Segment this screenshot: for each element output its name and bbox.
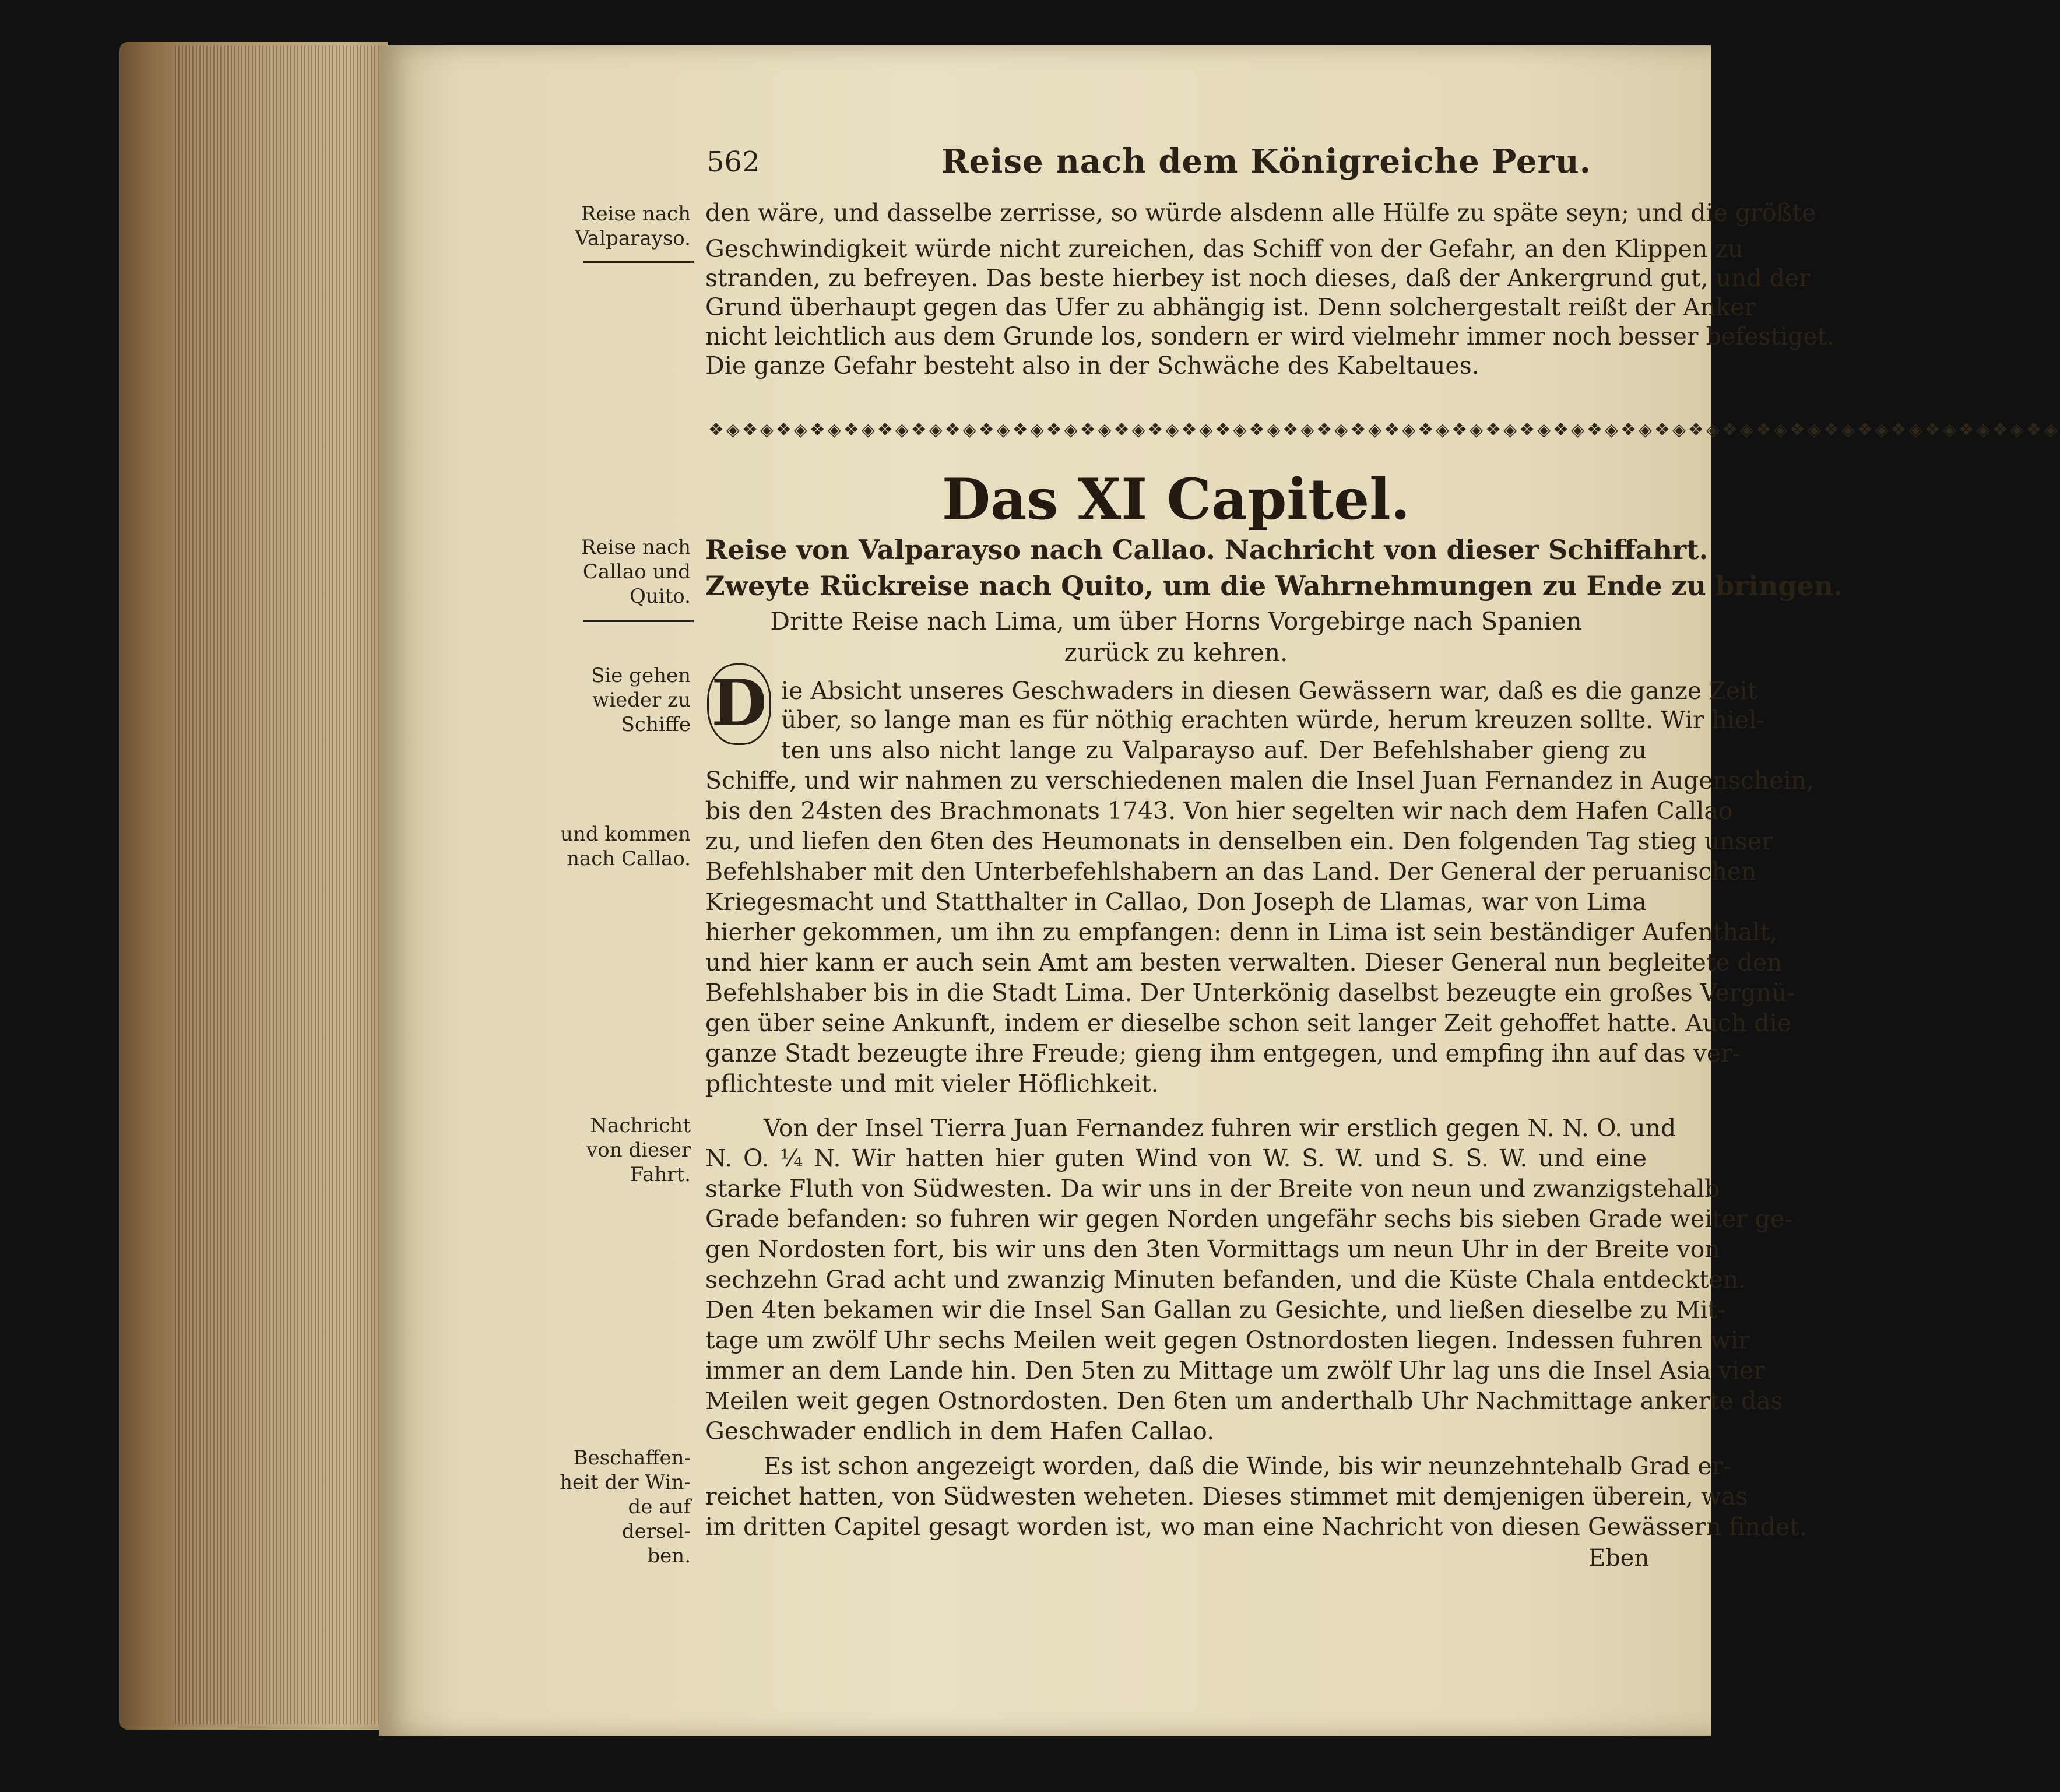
text-line: Schiffe, und wir nahmen zu verschiedenen malen die Insel Juan Fernandez in Augenschein,	[705, 767, 1814, 795]
text-line: stranden, zu befreyen. Das beste hierbey ist noch dieses, daß der Ankergrund gut, und der	[705, 264, 1811, 292]
margin-note-callao: und kommen nach Callao.	[560, 823, 691, 870]
margin-note-rule	[583, 261, 694, 263]
text-line: den wäre, und dasselbe zerrisse, so würde alsdenn alle Hülfe zu späte seyn; und die größte	[705, 199, 1816, 227]
text-line: tage um zwölf Uhr sechs Meilen weit gegen Ostnordosten liegen. Indessen fuhren wir	[705, 1326, 1750, 1354]
page-edges	[175, 45, 385, 1724]
margin-note-fahrt: Nachricht von dieser Fahrt.	[586, 1114, 691, 1186]
text-line: über, so lange man es für nöthig erachten würde, herum kreuzen sollte. Wir hiel-	[781, 706, 1765, 734]
text-line: zu, und liefen den 6ten des Heumonats in denselben ein. Den folgenden Tag stieg unser	[705, 827, 1773, 855]
text-line: reichet hatten, von Südwesten weheten. Dieses stimmet mit demjenigen überein, was	[705, 1482, 1748, 1510]
text-line: ten uns also nicht lange zu Valparayso auf. Der Befehlshaber gieng zu	[781, 736, 1647, 764]
margin-note-callao-quito: Reise nach Callao und Quito.	[581, 536, 691, 608]
text-line: starke Fluth von Südwesten. Da wir uns in der Breite von neun und zwanzigstehalb	[705, 1175, 1720, 1203]
text-line: hierher gekommen, um ihn zu empfangen: denn in Lima ist sein beständiger Aufenthalt,	[705, 918, 1777, 946]
text-line: gen über seine Ankunft, indem er dieselbe schon seit langer Zeit gehoffet hatte. Auch die	[705, 1009, 1792, 1037]
text-line: Die ganze Gefahr besteht also in der Schwäche des Kabeltaues.	[705, 352, 1479, 380]
text-line: ganze Stadt bezeugte ihre Freude; gieng ihm entgegen, und empfing ihn auf das ver-	[705, 1039, 1741, 1067]
text-line: und hier kann er auch sein Amt am besten verwalten. Dieser General nun begleitete den	[705, 948, 1783, 976]
text-line: pflichteste und mit vieler Höflichkeit.	[705, 1070, 1159, 1098]
text-line: Befehlshaber bis in die Stadt Lima. Der Unterkönig daselbst bezeugte ein großes Vergnü-	[705, 979, 1795, 1007]
text-line: Kriegesmacht und Statthalter in Callao, Don Joseph de Llamas, war von Lima	[705, 888, 1647, 916]
chapter-title: Das XI Capitel.	[941, 466, 1411, 532]
chapter-summary-line: Dritte Reise nach Lima, um über Horns Vorgebirge nach Spanien	[770, 607, 1582, 635]
text-line: Grade befanden: so fuhren wir gegen Norden ungefähr sechs bis sieben Grade weiter ge-	[705, 1205, 1793, 1233]
chapter-summary-line: Zweyte Rückreise nach Quito, um die Wahrnehmungen zu Ende zu bringen.	[705, 570, 1843, 602]
text-line: gen Nordosten fort, bis wir uns den 3ten Vormittags um neun Uhr in der Breite von	[705, 1235, 1720, 1263]
margin-note-valparayso: Reise nach Valparayso.	[575, 202, 691, 250]
text-line: Meilen weit gegen Ostnordosten. Den 6ten um anderthalb Uhr Nachmittage ankerte das	[705, 1387, 1783, 1415]
text-line: Es ist schon angezeigt worden, daß die Winde, bis wir neunzehntehalb Grad er-	[764, 1452, 1732, 1480]
text-line: Grund überhaupt gegen das Ufer zu abhängig ist. Denn solchergestalt reißt der Anker	[705, 293, 1756, 321]
margin-note-schiffe: Sie gehen wieder zu Schiffe	[591, 664, 691, 736]
ornamental-divider: ❖◈❖◈❖◈❖◈❖◈❖◈❖◈❖◈❖◈❖◈❖◈❖◈❖◈❖◈❖◈❖◈❖◈❖◈❖◈❖◈❖◈❖◈❖◈❖◈❖◈❖◈❖◈❖◈❖◈❖◈❖◈❖◈❖◈❖◈❖◈❖◈❖◈❖◈❖◈❖◈	[708, 420, 2060, 440]
text-line: Den 4ten bekamen wir die Insel San Gallan zu Gesichte, und ließen dieselbe zu Mit-	[705, 1296, 1726, 1324]
text-line: Geschwindigkeit würde nicht zureichen, das Schiff von der Gefahr, an den Klippen zu	[705, 235, 1743, 263]
margin-note-rule	[583, 620, 694, 622]
catchword: Eben	[1588, 1545, 1650, 1572]
text-line: Von der Insel Tierra Juan Fernandez fuhren wir erstlich gegen N. N. O. und	[764, 1114, 1676, 1142]
text-line: ie Absicht unseres Geschwaders in diesen Gewässern war, daß es die ganze Zeit	[781, 677, 1757, 705]
text-line: nicht leichtlich aus dem Grunde los, sondern er wird vielmehr immer noch besser befestiget.	[705, 322, 1835, 350]
drop-cap: D	[707, 663, 771, 745]
margin-note-winde: Beschaffen- heit der Win- de auf dersel- ben.	[560, 1446, 691, 1568]
chapter-summary-line: Reise von Valparayso nach Callao. Nachricht von dieser Schiffahrt.	[705, 534, 1709, 565]
text-line: N. O. ¼ N. Wir hatten hier guten Wind von W. S. W. und S. S. W. und eine	[705, 1144, 1647, 1172]
chapter-summary-line: zurück zu kehren.	[1064, 638, 1288, 667]
page-number: 562	[706, 146, 760, 178]
text-line: bis den 24sten des Brachmonats 1743. Von hier segelten wir nach dem Hafen Callao	[705, 797, 1733, 825]
text-line: sechzehn Grad acht und zwanzig Minuten befanden, und die Küste Chala entdeckten.	[705, 1266, 1746, 1294]
text-line: Geschwader endlich in dem Hafen Callao.	[705, 1417, 1215, 1445]
running-head: Reise nach dem Königreiche Peru.	[941, 142, 1592, 181]
text-line: Befehlshaber mit den Unterbefehlshabern an das Land. Der General der peruanischen	[705, 858, 1757, 886]
text-line: im dritten Capitel gesagt worden ist, wo man eine Nachricht von diesen Gewässern findet.	[705, 1513, 1807, 1541]
text-line: immer an dem Lande hin. Den 5ten zu Mittage um zwölf Uhr lag uns die Insel Asia vier	[705, 1357, 1765, 1385]
